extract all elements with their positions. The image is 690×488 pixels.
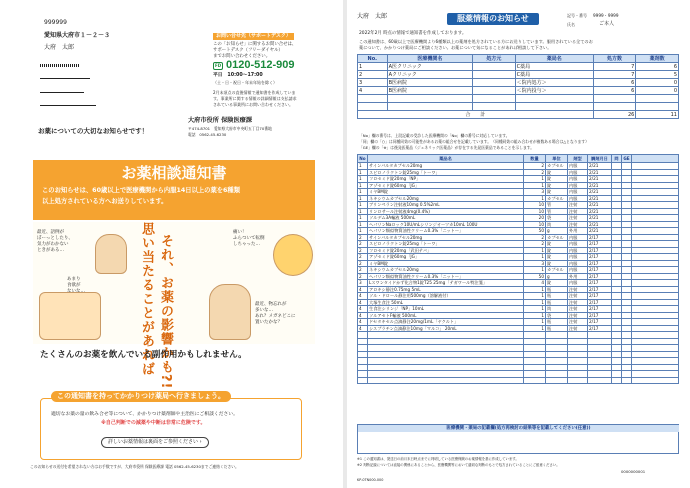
table-cell <box>515 95 593 103</box>
table-cell: 錠 <box>546 189 568 196</box>
table-cell: 内服 <box>568 169 588 176</box>
table-cell: 2/17 <box>588 293 612 300</box>
table-cell: 6 <box>593 87 636 95</box>
table-cell: 4 <box>358 312 368 319</box>
table-cell <box>612 377 622 384</box>
footnote: ※1 この通知書は、発送日の前月末日時点までに判明している医療保険のお薬情報を基に作成しています。 <box>357 457 519 461</box>
table-cell: ドセタキセル点滴静注20mg/1mL「ヤクルト」 <box>368 319 524 326</box>
postal-barcode <box>40 64 80 67</box>
banner-line: 以上処方されている方へお送りしています。 <box>42 198 168 205</box>
table-cell: アゾセミド錠60mg「JG」 <box>368 182 524 189</box>
table-cell: 0 <box>636 87 679 95</box>
table-cell: 1 <box>358 63 388 71</box>
table-cell: Aクリニック <box>387 71 472 79</box>
table-cell: 1 <box>524 312 546 319</box>
table-cell: 筒 <box>546 221 568 228</box>
note-line: 「GE」欄の「※」は後発医薬品（ジェネリック医薬品）が存在する先発医薬品であることを示します。 <box>359 145 535 150</box>
table-header-row <box>358 155 679 163</box>
table-cell: 注射 <box>568 306 588 313</box>
consultation-banner <box>33 160 315 220</box>
elderly-eating-illustration <box>39 292 101 340</box>
table-cell: 1 <box>524 286 546 293</box>
table-cell: 1 <box>358 182 368 189</box>
table-cell: 2/17 <box>588 267 612 274</box>
table-cell: 4 <box>358 286 368 293</box>
table-cell: 1 <box>524 176 546 183</box>
table-cell: 内服 <box>568 182 588 189</box>
table-cell: スピロノラクトン錠25mg「トーワ」 <box>368 241 524 248</box>
cta-title: この通知書を持ってかかりつけ薬局へ行きましょう。 <box>51 391 231 402</box>
table-cell: 2 <box>358 234 368 241</box>
column-header: No <box>359 155 366 161</box>
table-cell <box>473 95 516 103</box>
table-cell: 内服 <box>568 280 588 287</box>
issuer-name: 大府市役所 保険医療課 <box>188 117 253 124</box>
table-cell: 2/21 <box>588 169 612 176</box>
table-cell: 注射 <box>568 208 588 215</box>
mail-id: 999999 <box>44 19 67 26</box>
column-header: 剤型 <box>568 155 588 163</box>
table-cell: g <box>546 273 568 280</box>
table-cell: 2/17 <box>588 299 612 306</box>
table-cell: フロセミド錠20mg「武田テバ」 <box>368 247 524 254</box>
cta-text: 適切なお薬の量の飲み合せ等について、かかりつけ薬剤師や主治医にご相談ください。 <box>51 412 238 417</box>
table-cell: 注射 <box>568 293 588 300</box>
contact-panel <box>213 33 313 118</box>
table-cell: 内服 <box>568 195 588 202</box>
left-footer: このお知らせの送付を希望されない方はお手数ですが、大府市役所 保険医療課 電話 0562-45-6230までご連絡ください。 <box>30 464 239 469</box>
contact-desc: この「お知らせ」に関するお問い合せは、 <box>213 42 297 47</box>
table-cell: 50 <box>524 228 546 235</box>
table-cell: 錠 <box>546 182 568 189</box>
table-cell: 3 <box>524 189 546 196</box>
right-page-medication-info <box>347 0 690 488</box>
chevron-right-icon: › <box>199 439 202 445</box>
footnote: ※2 判断記録については直接の関係にあることから、医療機関等において適切な判断のもとで処方されていることにご留意ください。 <box>357 463 560 467</box>
banner-title: お薬相談通知書 <box>121 164 227 182</box>
table-cell: 4 <box>358 87 388 95</box>
table-cell: 2 <box>358 260 368 267</box>
table-cell <box>632 377 679 384</box>
address-rule <box>40 78 90 79</box>
left-page-notice <box>0 0 343 488</box>
table-cell <box>593 103 636 111</box>
doc-code: KP-0TN000-000 <box>357 478 384 482</box>
elderly-man-illustration <box>95 234 127 274</box>
table-cell: 注射 <box>568 319 588 326</box>
table-cell: 2/21 <box>588 189 612 196</box>
column-header: 単位 <box>546 155 568 163</box>
table-header-row <box>358 55 679 63</box>
total-drug: 11 <box>636 111 679 119</box>
table-cell <box>524 377 546 384</box>
table-cell: 4 <box>358 319 368 326</box>
table-cell: 瓶 <box>546 286 568 293</box>
table-cell: 1 <box>524 195 546 202</box>
column-header: 調剤月日 <box>588 155 612 163</box>
table-cell <box>636 95 679 103</box>
table-cell: 内服 <box>568 260 588 267</box>
table-cell: 50 <box>524 273 546 280</box>
column-header: 数量 <box>524 155 546 163</box>
right-recipient: 大府 太郎 <box>357 13 388 20</box>
table-cell: 2/21 <box>588 195 612 202</box>
table-cell: ミヤBM錠 <box>368 189 524 196</box>
table-cell: 2/17 <box>588 247 612 254</box>
table-cell: 1 <box>358 221 368 228</box>
table-cell: リンロサール注射液4mg(0.4%) <box>368 208 524 215</box>
table-cell: 注射 <box>568 299 588 306</box>
back-page-button[interactable]: 詳しいお薬情報は裏面をご参照ください › <box>101 437 209 448</box>
table-cell: B医病院 <box>387 87 472 95</box>
table-cell: 注射 <box>568 215 588 222</box>
table-cell: サインバルタカプセル20mg <box>368 234 524 241</box>
total-label: 合 計 <box>358 111 594 119</box>
table-row <box>358 87 679 95</box>
table-cell: ネキシウムカプセル20mg <box>368 195 524 202</box>
table-cell: 1 <box>524 299 546 306</box>
table-cell: 2 <box>358 267 368 274</box>
table-cell: 1 <box>524 247 546 254</box>
table-cell <box>358 103 388 111</box>
notice-heading: お薬についての大切なお知らせです！ <box>38 127 149 135</box>
intro-line: この通知書は、60歳以上で医療機関より6種類以上の薬剤を処方されている方にお送りしています。服用されている全てのお <box>359 39 593 44</box>
table-cell: 2/17 <box>588 260 612 267</box>
banner-line: このお知らせは、60歳以上で医療機関から内服14日以上の薬を6種類 <box>42 187 241 194</box>
contact-title: お問い合せ先（サポートデスク） <box>213 33 294 40</box>
table-row <box>358 79 679 87</box>
table-cell <box>546 377 568 384</box>
table-cell: 1 <box>358 169 368 176</box>
table-cell: 2/17 <box>588 312 612 319</box>
table-cell: 内服 <box>568 247 588 254</box>
table-cell: 瓶 <box>546 293 568 300</box>
table-cell: 1 <box>358 163 368 170</box>
table-cell: 6 <box>636 63 679 71</box>
table-cell: 20 <box>524 215 546 222</box>
table-cell: 内服 <box>568 241 588 248</box>
table-cell <box>473 87 516 95</box>
table-cell: 3 <box>358 79 388 87</box>
table-cell: 袋 <box>546 312 568 319</box>
table-cell: 1 <box>358 189 368 196</box>
table-cell: 内服 <box>568 267 588 274</box>
table-cell <box>568 377 588 384</box>
table-cell: 2/21 <box>588 228 612 235</box>
bubble-fatigue: 最近、語例が ぼーっとしたり、 気力がわかない ときがある… <box>37 230 73 253</box>
table-cell: ミヤBM錠 <box>368 260 524 267</box>
table-cell: 注射 <box>568 312 588 319</box>
table-cell: 2 <box>358 254 368 261</box>
table-cell <box>473 63 516 71</box>
table-cell: 2 <box>524 234 546 241</box>
name-value: ご本人 <box>599 21 615 27</box>
table-cell: 瓶 <box>546 319 568 326</box>
table-cell: カプセル <box>546 267 568 274</box>
table-total-row <box>358 111 679 119</box>
table-cell: 2 <box>358 71 388 79</box>
contact-desc: までお問い合わせください。 <box>213 54 271 59</box>
table-cell: 4 <box>358 306 368 313</box>
table-cell: 1 <box>358 215 368 222</box>
column-header: 処方数 <box>593 55 636 63</box>
intro-line: 薬について、かかりつけ薬局にご相談ください。お薬について気になることがあれば相談して下さい。 <box>359 45 552 50</box>
table-row <box>358 63 679 71</box>
forgetful-woman-illustration <box>209 284 251 340</box>
doc-title: 服薬情報のお知らせ <box>447 13 539 25</box>
table-cell: 2/17 <box>588 306 612 313</box>
table-cell: 錠 <box>546 254 568 261</box>
table-cell: 4 <box>524 280 546 287</box>
table-cell: 錠 <box>546 247 568 254</box>
table-cell <box>358 377 368 384</box>
table-cell: スピロノラクトン錠25mg「トーワ」 <box>368 169 524 176</box>
table-cell <box>473 103 516 111</box>
table-cell: 10 <box>524 208 546 215</box>
table-cell: 錠 <box>546 241 568 248</box>
pharmacy-cta-box <box>40 392 302 460</box>
table-cell: 7 <box>593 71 636 79</box>
table-cell: カプセル <box>546 234 568 241</box>
table-cell: カプセル <box>546 163 568 170</box>
table-cell <box>636 103 679 111</box>
table-cell: 2/17 <box>588 280 612 287</box>
table-cell: ヘパリン類似物質油性クリーム0.3%「ニットー」 <box>368 228 524 235</box>
table-cell: 2 <box>524 163 546 170</box>
table-cell: 10 <box>524 202 546 209</box>
table-row <box>358 103 679 111</box>
column-header: 同 <box>612 155 622 163</box>
table-cell: 1 <box>524 182 546 189</box>
table-cell: ソルデム3A輸液 500mL <box>368 215 524 222</box>
contact-hours: 平日 10:00～17:00 <box>213 73 263 78</box>
table-cell: 2 <box>358 241 368 248</box>
table-cell: フロセミド錠20mg「NP」 <box>368 176 524 183</box>
table-cell: 瓶 <box>546 325 568 332</box>
table-cell: 3 <box>358 280 368 287</box>
contact-hours-note: （土・日・祝日・年末年始を除く） <box>213 80 277 85</box>
free-dial-icon: FD <box>215 63 222 68</box>
table-cell: 1 <box>358 208 368 215</box>
column-header: 薬品名 <box>368 155 524 163</box>
record-label: 記号・番号 <box>567 13 587 18</box>
table-cell: 2 <box>358 273 368 280</box>
table-cell: 錠 <box>546 260 568 267</box>
table-cell: 内服 <box>568 189 588 196</box>
table-cell: 錠 <box>546 280 568 287</box>
table-cell: 注射 <box>568 325 588 332</box>
table-cell: 5 <box>636 71 679 79</box>
table-cell: 2/17 <box>588 325 612 332</box>
table-cell <box>387 103 472 111</box>
table-cell: 3 <box>524 260 546 267</box>
vertical-headline-1: 思い当たることがあれば <box>139 222 154 376</box>
recipient-name: 大府 太郎 <box>44 44 75 51</box>
side-effect-warning: たくさんのお薬を飲んでいる副作用かもしれません。 <box>40 350 247 360</box>
table-cell: 錠 <box>546 169 568 176</box>
table-cell: 2/21 <box>588 176 612 183</box>
table-cell: シスプラチン点滴静注10mg「マルコ」 20mL <box>368 325 524 332</box>
bubble-fall: 痛い！ ふらついて転倒 しちゃった… <box>233 230 265 247</box>
table-cell: 2/17 <box>588 241 612 248</box>
bubble-appetite: あまり 食欲が <box>67 277 81 288</box>
medication-table <box>357 154 679 384</box>
table-cell: 注射 <box>568 202 588 209</box>
table-cell: 外用 <box>568 273 588 280</box>
table-cell: サインバルタカプセル20mg <box>368 163 524 170</box>
table-cell: 大塚生食注 50mL <box>368 299 524 306</box>
table-cell: 2 <box>524 241 546 248</box>
table-cell <box>588 377 612 384</box>
address: 愛知県大府市１－２－３ <box>44 32 111 39</box>
issuer-tel: 電話 0562-45-6230 <box>188 132 227 137</box>
column-header: No. <box>358 55 388 63</box>
contact-desc: サポートデスク（フリーダイヤル） <box>213 48 283 53</box>
table-cell: 2/21 <box>588 221 612 228</box>
table-cell: 内服 <box>568 163 588 170</box>
address-rule <box>40 105 96 106</box>
table-cell <box>593 95 636 103</box>
table-cell: 1 <box>524 293 546 300</box>
table-cell <box>473 71 516 79</box>
table-cell: ネキシウムカプセル20mg <box>368 267 524 274</box>
table-cell: 2/21 <box>588 215 612 222</box>
table-cell: 内服 <box>568 176 588 183</box>
table-cell: 2/21 <box>588 182 612 189</box>
intro-line: 2022年2月 時点の情報で通知書を作成しております。 <box>359 31 467 36</box>
table-cell: ＜院内処方＞ <box>515 79 593 87</box>
table-row <box>358 95 679 103</box>
table-cell: 1 <box>358 195 368 202</box>
column-header <box>632 155 679 163</box>
table-cell: 2 <box>358 247 368 254</box>
table-cell: 4 <box>358 299 368 306</box>
contact-para: 2月末頃点の直後情報で通知書を作成していま <box>213 90 296 95</box>
table-cell: C薬局 <box>515 71 593 79</box>
table-cell: カプセル <box>546 195 568 202</box>
table-cell: A医クリニック <box>387 63 472 71</box>
table-cell <box>515 103 593 111</box>
contact-para: されている事業所にお問い合わせください。 <box>213 102 293 107</box>
table-cell: C薬局 <box>515 63 593 71</box>
table-cell: 2/17 <box>588 319 612 326</box>
table-cell: 2/17 <box>588 273 612 280</box>
table-cell: 生食注シリンジ「NP」10mL <box>368 306 524 313</box>
table-cell: 内服 <box>568 234 588 241</box>
table-cell: 1 <box>358 176 368 183</box>
table-row <box>358 377 679 384</box>
table-cell <box>387 95 472 103</box>
table-cell: アゾセミド錠60mg「JG」 <box>368 254 524 261</box>
table-cell <box>473 79 516 87</box>
table-cell: 1 <box>524 306 546 313</box>
table-cell: 1 <box>524 319 546 326</box>
fall-illustration <box>273 234 313 276</box>
table-cell: 10 <box>524 221 546 228</box>
table-cell: ＜院内投与＞ <box>515 87 593 95</box>
table-cell: 4 <box>358 325 368 332</box>
total-rx: 26 <box>593 111 636 119</box>
record-value: 9999・9999 <box>593 13 619 18</box>
table-cell: アロキシ静注0.75mg 5mL <box>368 286 524 293</box>
institution-table <box>357 54 679 119</box>
table-cell: 2/17 <box>588 234 612 241</box>
page-code: 0000000001 <box>621 469 646 474</box>
table-cell: 錠 <box>546 176 568 183</box>
table-cell: B医病院 <box>387 79 472 87</box>
table-cell: 筒 <box>546 306 568 313</box>
table-cell: Lスワンタイドかず化合物1錠T25 25mg「テガワール特注箋」 <box>368 280 524 287</box>
table-cell: 2/21 <box>588 202 612 209</box>
table-cell: 1 <box>358 228 368 235</box>
table-cell: 0 <box>636 79 679 87</box>
table-cell: 2/17 <box>588 254 612 261</box>
table-cell: 2/17 <box>588 286 612 293</box>
column-header: 医療機関名 <box>387 55 472 63</box>
note-line: 「同」欄の「○」は同種同効の可能性があるお薬の組合せを記載しています。（同種同効の組み合わせが複数ある場合は△となります） <box>359 139 589 144</box>
table-cell: 注射 <box>568 286 588 293</box>
table-cell: 1 <box>358 202 368 209</box>
column-header: 薬剤数 <box>636 55 679 63</box>
column-header: 処方元 <box>473 55 516 63</box>
contact-phone[interactable]: 0120-512-909 <box>226 59 295 71</box>
table-cell: g <box>546 228 568 235</box>
table-cell: 外用 <box>568 228 588 235</box>
table-cell: ソル・ドロール静注用500mg（溶解液付） <box>368 293 524 300</box>
table-cell: ソルアセトF輸液 500mL <box>368 312 524 319</box>
cta-caution: ※自己判断での減薬や中断は非常に危険です。 <box>101 420 206 426</box>
table-cell: 管 <box>546 208 568 215</box>
table-cell: 内服 <box>568 254 588 261</box>
table-cell: 1 <box>524 325 546 332</box>
table-cell: ブリンペラン注射液10mg 0.5%2mL <box>368 202 524 209</box>
table-cell: 2/21 <box>588 208 612 215</box>
contact-para: す。事業所に関する情報の詳細情報は支払請求 <box>213 96 297 101</box>
table-cell: ヘパリンNaロック10U/mLシリンジオーツカ10mL 100U <box>368 221 524 228</box>
memo-box[interactable] <box>357 424 679 454</box>
table-cell <box>622 377 632 384</box>
table-cell: 1 <box>524 267 546 274</box>
table-cell: 1 <box>524 254 546 261</box>
bubble-memory: 最近、物忘れが 多いな… あれ？メガネどこに 置いたかな？ <box>255 302 296 325</box>
vertical-headline-2: それ、お薬の影響かも?! <box>158 234 173 390</box>
table-cell: 袋 <box>546 215 568 222</box>
table-cell <box>358 95 388 103</box>
memo-title: 医療機関・薬局の記載欄(処方再検討の結果等を記載してください(任意)) <box>358 425 679 432</box>
table-cell: 2 <box>524 169 546 176</box>
column-header: 薬局名 <box>515 55 593 63</box>
issuer-address: 〒474-8701 愛知県大府市中央町五丁目70番地 <box>188 126 272 131</box>
table-cell <box>368 377 524 384</box>
table-cell: 2/21 <box>588 163 612 170</box>
address-rule <box>40 92 84 93</box>
name-label: 氏名 <box>567 22 575 27</box>
table-row <box>358 71 679 79</box>
column-header: GE <box>623 155 630 161</box>
table-cell: 7 <box>593 63 636 71</box>
note-line: 「No」欄の番号は、上段記載の受診した医療機関の「No」欄の番号に対応しています。 <box>359 133 510 138</box>
table-cell: 6 <box>593 79 636 87</box>
table-cell: 4 <box>358 293 368 300</box>
table-cell: ヘパリン類似物質油性クリーム0.3%「ニットー」 <box>368 273 524 280</box>
table-cell: 注射 <box>568 221 588 228</box>
table-cell: 瓶 <box>546 299 568 306</box>
table-cell: 管 <box>546 202 568 209</box>
